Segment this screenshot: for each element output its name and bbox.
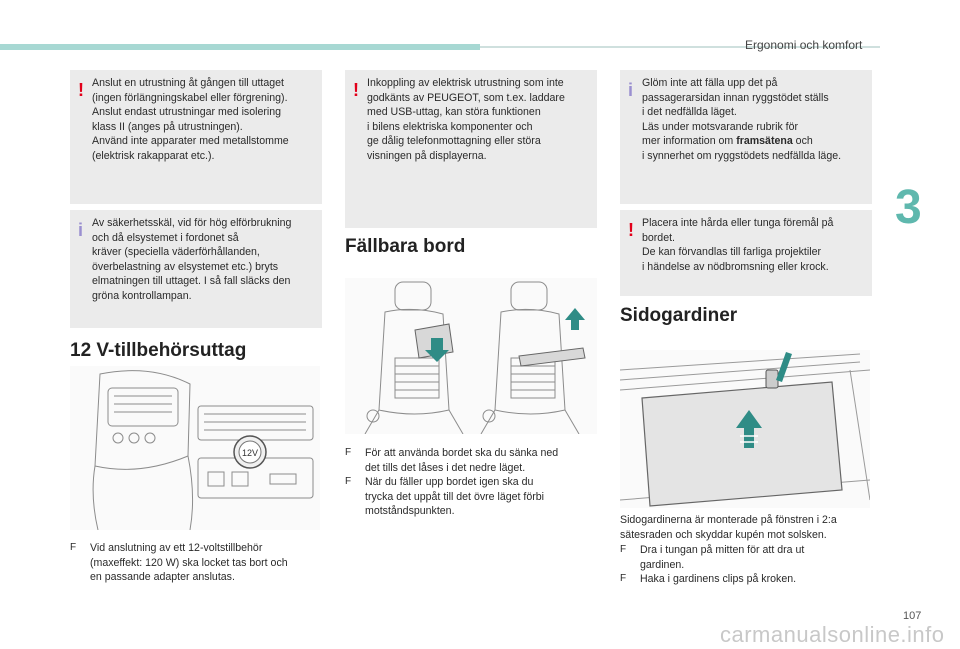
- tables-section-title: Fällbara bord: [345, 236, 466, 257]
- seat-info-box: [620, 70, 872, 204]
- bullet-marker: F: [620, 573, 627, 585]
- chapter-title: Ergonomi och komfort: [745, 38, 863, 52]
- list-item: F Dra i tungan på mitten för att dra ut gardinen.: [620, 544, 805, 571]
- list-item: F Vid anslutning av ett 12-voltstillbehör (maxeffekt: 120 W) ska locket tas bort och en passande adapter anslutas.: [70, 542, 288, 584]
- socket-12v-label: 12V: [241, 448, 259, 458]
- safety-info-text: Av säkerhetsskäl, vid för hög elförbrukning och då elsystemet i fordonet så kräver (speciella väderförhållanden, överbelastning av elsystemet etc.) bryts elmatningen till uttaget. I så fall släcks den gröna kontrollampan.: [92, 217, 292, 302]
- socket-bullet-list: [70, 541, 330, 585]
- objects-warning-text: Placera inte hårda eller tunga föremål på bordet. De kan förvandlas till farliga projektiler i händelse av nödbromsning eller krock.: [642, 217, 834, 273]
- chapter-number: 3: [895, 181, 922, 234]
- site-watermark: carmanualsonline.info: [720, 622, 945, 647]
- front-seats-emphasis: framsätena: [736, 135, 793, 148]
- page-number: 107: [903, 610, 922, 622]
- curtains-intro: Sidogardinerna är monterade på fönstren i 2:a sätesraden och skyddar kupén mot solsken.: [620, 514, 837, 541]
- header-accent-bar: [0, 44, 480, 50]
- list-item: F Haka i gardinens clips på kroken.: [620, 573, 797, 586]
- side-curtain-illustration: [620, 350, 870, 508]
- bullet-marker: F: [345, 447, 352, 458]
- seat-info-text: Glöm inte att fälla upp det på passagerarsidan innan ryggstödet ställs i det nedfällda läget. Läs under motsvarande rubrik för mer information om framsätena och i synnerhet om ryggstödets nedfällda läge.: [642, 77, 842, 162]
- bullet-marker: F: [620, 544, 627, 555]
- tables-bullet-list: [345, 446, 605, 519]
- approval-warning-text: Inkoppling av elektrisk utrustning som inte godkänts av PEUGEOT, som t.ex. laddare med USB-uttag, kan störa funktionen i bilens elektriska komponenter och ge dålig telefonmottagning eller störa visningen på displayerna.: [367, 77, 565, 162]
- socket-illustration: [70, 366, 320, 530]
- warning-icon: !: [628, 220, 634, 240]
- list-item: F För att använda bordet ska du sänka ned det tills det låses i det nedre läget.: [345, 447, 559, 474]
- power-warning-text: Anslut en utrustning åt gången till uttaget (ingen förlängningskabel eller förgrening). Anslut endast utrustningar med isolering klass II (anges på utrustningen). Använd inte apparater med metallstomme (elektrisk rakapparat etc.).: [92, 77, 289, 162]
- socket-section-title: 12 V-tillbehörsuttag: [70, 340, 247, 361]
- power-warning-box: [70, 70, 322, 204]
- list-item: F När du fäller upp bordet igen ska du trycka det uppåt till det övre läget förbi motståndspunkten.: [345, 476, 545, 518]
- approval-warning-box: [345, 70, 597, 228]
- info-icon: i: [78, 220, 84, 240]
- safety-info-box: [70, 210, 322, 328]
- curtains-section-title: Sidogardiner: [620, 305, 738, 326]
- bullet-marker: F: [70, 542, 77, 553]
- bullet-marker: F: [345, 476, 352, 488]
- curtains-bullet-list: [620, 543, 880, 587]
- folding-table-illustration: [345, 278, 597, 434]
- info-icon: i: [628, 80, 634, 100]
- warning-icon: !: [78, 80, 84, 100]
- warning-icon: !: [353, 80, 359, 100]
- objects-warning-box: [620, 210, 872, 296]
